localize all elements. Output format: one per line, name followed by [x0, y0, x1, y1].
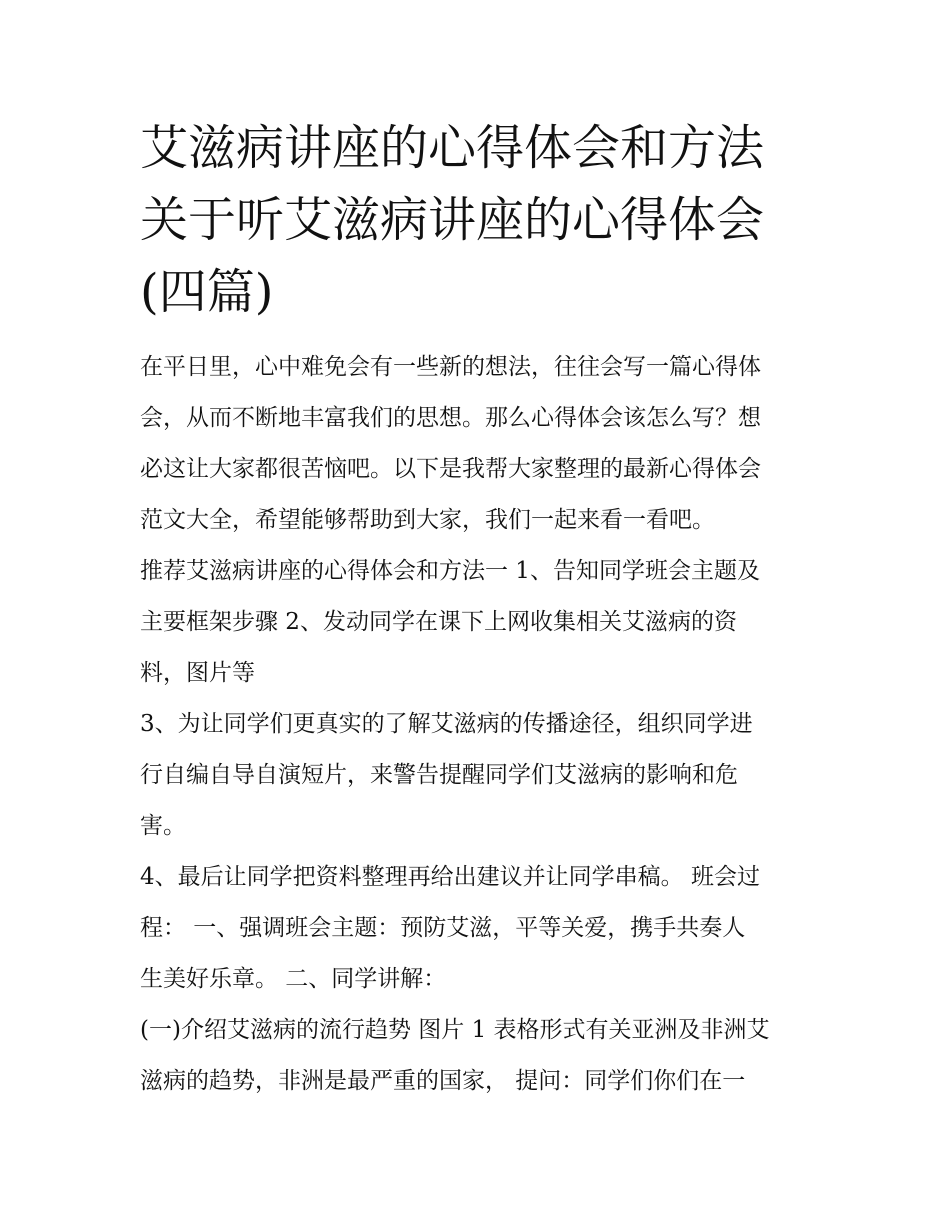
trend-paragraph — [140, 1005, 812, 1107]
text-line: 滋病的趋势，非洲是最严重的国家， 提问：同学们你们在一 — [140, 1068, 746, 1094]
title-line: (四篇) — [140, 264, 274, 320]
text-line: 3、为让同学们更真实的了解艾滋病的传播途径，组织同学进 — [140, 711, 753, 737]
text-line: 会，从而不断地丰富我们的思想。那么心得体会该怎么写？想 — [140, 405, 761, 431]
title-line: 艾滋病讲座的心得体会和方法 — [140, 120, 765, 176]
title-line: 关于听艾滋病讲座的心得体会 — [140, 192, 765, 248]
text-line: (一)介绍艾滋病的流行趋势 图片 1 表格形式有关亚洲及非洲艾 — [140, 1017, 770, 1043]
text-line: 料，图片等 — [140, 660, 255, 686]
text-line: 4、最后让同学把资料整理再给出建议并让同学串稿。 班会过 — [140, 864, 760, 890]
document-title — [140, 112, 812, 328]
method-paragraph-3 — [140, 699, 812, 852]
text-line: 程： 一、强调班会主题：预防艾滋，平等关爱，携手共奏人 — [140, 915, 746, 941]
text-line: 生美好乐章。 二、同学讲解： — [140, 966, 447, 992]
text-line: 害。 — [140, 813, 186, 839]
intro-paragraph — [140, 342, 812, 546]
text-line: 必这让大家都很苦恼吧。以下是我帮大家整理的最新心得体会 — [140, 456, 761, 482]
text-line: 主要框架步骤 2、发动同学在课下上网收集相关艾滋病的资 — [140, 609, 737, 635]
text-line: 范文大全，希望能够帮助到大家，我们一起来看一看吧。 — [140, 507, 715, 533]
text-line: 行自编自导自演短片，来警告提醒同学们艾滋病的影响和危 — [140, 762, 738, 788]
method-paragraph-1 — [140, 546, 812, 699]
method-paragraph-4 — [140, 852, 812, 1005]
text-line: 在平日里，心中难免会有一些新的想法，往往会写一篇心得体 — [140, 354, 761, 380]
document-page — [140, 112, 812, 1107]
text-line: 推荐艾滋病讲座的心得体会和方法一 1、告知同学班会主题及 — [140, 558, 760, 584]
